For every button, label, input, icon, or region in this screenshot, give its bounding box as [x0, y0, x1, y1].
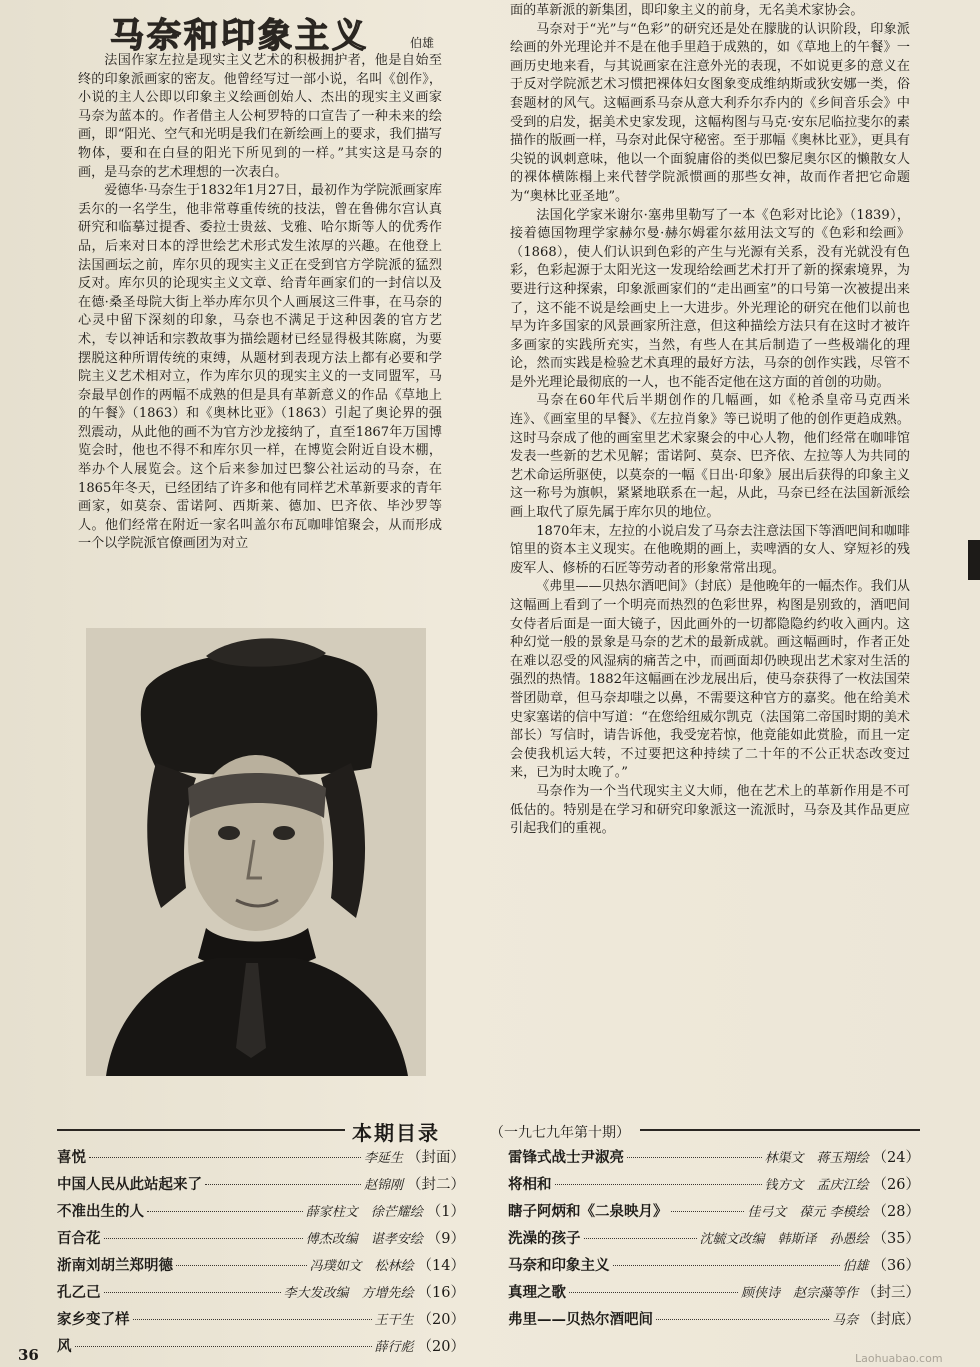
- toc-entry-title: 中国人民从此站起来了: [57, 1176, 202, 1193]
- toc-leader-dots: [555, 1184, 762, 1185]
- toc-entry: [57, 1335, 465, 1356]
- toc-entry-title: 弗里——贝热尔酒吧间: [508, 1311, 653, 1328]
- article-paragraph: 《弗里——贝热尔酒吧间》（封底）是他晚年的一幅杰作。我们从这幅画上看到了一个明亮而热烈的色彩世界，构图是别致的，酒吧间女侍者后面是一面大镜子，因此画外的一切都隐隐约约收入画内。这种幻觉一般的景象是马奈的艺术的最新成就。画这幅画时，作者正处在难以忍受的风湿病的痛苦之中，而画面却仍映现出艺术家对生活的强烈的热情。1882年这幅画在沙龙展出后，使马奈获得了一枚法国荣誉团勋章，但马奈却嗤之以鼻，不需要这种官方的嘉奖。他在给美术史家塞诺的信中写道：“在您给纽威尔凯克（法国第二帝国时期的美术部长）写信时，请告诉他，我受宠若惊，他竟能如此赏脸，而且一定会使我机运大转，不过要把这种持续了二十年的不公正状态改变过来，已为时太晚了。”: [510, 579, 910, 781]
- toc-entry-page: （封面）: [407, 1150, 465, 1166]
- toc-entry-page: （20）: [417, 1312, 465, 1328]
- toc-leader-dots: [671, 1211, 745, 1212]
- toc-leader-dots: [147, 1211, 303, 1212]
- toc-entry: [508, 1254, 920, 1275]
- toc-rule-right: [640, 1129, 920, 1131]
- page-number: 36: [18, 1346, 39, 1364]
- toc-entry-credit: 李延生: [363, 1151, 403, 1166]
- toc-entry: [57, 1254, 465, 1275]
- toc-entry: [57, 1173, 465, 1194]
- toc-entry-page: （9）: [426, 1231, 465, 1247]
- toc-entry-page: （16）: [417, 1285, 465, 1301]
- toc-leader-dots: [627, 1157, 762, 1158]
- article-author: 伯雄: [410, 36, 435, 50]
- site-watermark: Laohuabao.com: [855, 1352, 943, 1365]
- toc-entry-title: 马奈和印象主义: [508, 1257, 610, 1274]
- article-paragraph: 面的革新派的新集团，即印象主义的前身，无名美术家协会。: [510, 3, 864, 18]
- article-title: 马奈和印象主义: [110, 16, 369, 56]
- toc-leader-dots: [569, 1292, 738, 1293]
- portrait-drawing: [86, 628, 426, 1076]
- toc-entry: [508, 1146, 920, 1167]
- toc-heading: 本期目录: [352, 1121, 440, 1145]
- toc-entry: [57, 1281, 465, 1302]
- toc-entry: [508, 1227, 920, 1248]
- article-paragraph: 法国化学家米谢尔·塞弗里勒写了一本《色彩对比论》（1839），接着德国物理学家赫尔曼·赫尔姆霍尔兹用法文写的《色彩和绘画》（1868），使人们认识到色彩的产生与光源有关系，没有光就没有色彩，色彩起源于太阳光这一发现给绘画艺术打开了新的探索境界，为要进行这种探索，印象派画家们的“走出画室”的口号第一次被提出来了，这不能不说是绘画史上一大进步。外光理论的研究在他们以前也早为许多国家的风景画家所注意，但这种描绘方法只有在这时才被许多画家的实践所充实，当然，有些人在其后制造了一些极端化的理论，然而实践是检验艺术真理的最好方法，马奈的创作实践，尽管不是外光理论最彻底的一人，也不能否定他在这方面的首创的功勋。: [510, 207, 910, 390]
- article-paragraph: 1870年末，左拉的小说启发了马奈去注意法国下等酒吧间和咖啡馆里的资本主义现实。在他晚期的画上，卖啤酒的女人、穿短衫的残废军人、修桥的石匠等劳动者的形象常常出现。: [510, 523, 910, 576]
- article-paragraph: 马奈在60年代后半期创作的几幅画，如《枪杀皇帝马克西米连》、《画室里的早餐》、《左拉肖象》等已说明了他的创作更趋成熟。这时马奈成了他的画室里艺术家聚会的中心人物，他们经常在咖啡馆发表一些新的艺术见解；雷诺阿、莫奈、巴齐依、左拉等人为共同的艺术命运所驱使，以莫奈的一幅《日出·印象》展出后获得的印象主义这一称号为旗帜，紧紧地联系在一起，从此，马奈已经在法国新派绘画上取代了原先属于库尔贝的地位。: [510, 393, 910, 521]
- toc-entry-credit: 赵锦刚: [363, 1178, 403, 1193]
- toc-entry-page: （封三）: [862, 1285, 920, 1301]
- toc-entry: [57, 1146, 465, 1167]
- toc-entry-page: （20）: [417, 1339, 465, 1355]
- toc-entry-title: 雷锋式战士尹淑亮: [508, 1149, 624, 1166]
- toc-entry: [508, 1173, 920, 1194]
- toc-entry-credit: 冯璞如文 松林绘: [309, 1259, 414, 1274]
- toc-entry-credit: 傅杰改编 谌孝安绘: [305, 1232, 423, 1247]
- toc-entry-page: （26）: [872, 1177, 920, 1193]
- toc-entry-title: 瞎子阿炳和《二泉映月》: [508, 1203, 668, 1220]
- toc-leader-dots: [104, 1238, 303, 1239]
- edge-tab-mark: [968, 540, 980, 580]
- toc-rule-left: [57, 1129, 345, 1131]
- toc-entry-title: 将相和: [508, 1176, 552, 1193]
- toc-leader-dots: [75, 1346, 372, 1347]
- toc-leader-dots: [176, 1265, 307, 1266]
- toc-issue: （一九七九年第十期）: [490, 1125, 630, 1141]
- toc-leader-dots: [584, 1238, 697, 1239]
- toc-leader-dots: [133, 1319, 372, 1320]
- toc-leader-dots: [89, 1157, 361, 1158]
- toc-entry-credit: 林渠文 蒋玉翔绘: [764, 1151, 869, 1166]
- toc-entry-page: （封二）: [407, 1177, 465, 1193]
- toc-entry-credit: 沈毓文改编 韩斯译 孙愚绘: [699, 1232, 869, 1247]
- toc-entry-credit: 佳弓文 葆元 李模绘: [747, 1205, 869, 1220]
- toc-entry: [508, 1200, 920, 1221]
- toc-entry-credit: 李大发改编 方增先绘: [283, 1286, 414, 1301]
- toc-entry-credit: 顾侠诗 赵宗藻等作: [740, 1286, 858, 1301]
- toc-entry-credit: 薛家柱文 徐芒耀绘: [305, 1205, 423, 1220]
- toc-entry-credit: 伯雄: [842, 1259, 869, 1274]
- toc-entry-title: 喜悦: [57, 1149, 86, 1166]
- toc-left-list: [57, 1146, 465, 1366]
- toc-right-list: [508, 1146, 920, 1366]
- toc-entry-page: （35）: [872, 1231, 920, 1247]
- toc-leader-dots: [613, 1265, 840, 1266]
- toc-leader-dots: [104, 1292, 281, 1293]
- toc-entry-page: （封底）: [862, 1312, 920, 1328]
- toc-entry-credit: 王干生: [374, 1313, 414, 1328]
- toc-entry-title: 家乡变了样: [57, 1311, 130, 1328]
- toc-entry-page: （1）: [426, 1204, 465, 1220]
- toc-entry-title: 百合花: [57, 1230, 101, 1247]
- article-paragraph: 马奈作为一个当代现实主义大师，他在艺术上的革新作用是不可低估的。特别是在学习和研究印象派这一流派时，马奈及其作品更应引起我们的重视。: [510, 783, 910, 837]
- toc-leader-dots: [656, 1319, 829, 1320]
- toc-entry-page: （14）: [417, 1258, 465, 1274]
- toc-entry-page: （28）: [872, 1204, 920, 1220]
- article-right-column: [510, 2, 910, 1088]
- article-paragraph: 法国作家左拉是现实主义艺术的积极拥护者，他是自始至终的印象派画家的密友。他曾经写过一部小说，名叫《创作》，小说的主人公即以印象主义绘画创始人、杰出的现实主义画家马奈为蓝本的。作者借主人公柯罗特的口宣告了一种未来的绘画，即“阳光、空气和光明是我们在新绘画上的要求，我们描写物体，要和在白昼的阳光下所见到的一样。”其实这是马奈的画，是马奈的艺术理想的一次表白。: [78, 53, 442, 180]
- article-left-column: [78, 52, 442, 622]
- toc-entry-title: 不准出生的人: [57, 1203, 144, 1220]
- toc-entry: [508, 1308, 920, 1329]
- toc-entry: [57, 1308, 465, 1329]
- toc-entry: [57, 1227, 465, 1248]
- toc-entry-credit: 钱方文 孟庆江绘: [764, 1178, 869, 1193]
- article-paragraph: 爱德华·马奈生于1832年1月27日，最初作为学院派画家库丢尔的一名学生，他非常尊重传统的技法，曾在鲁佛尔宫认真研究和临摹过提香、委拉士贵兹、戈雅、哈尔斯等人的优秀作品，后来对日本的浮世绘艺术形式发生浓厚的兴趣。在他登上法国画坛之前，库尔贝的现实主义正在受到官方学院派的猛烈反对。库尔贝的论现实主义文章、给青年画家们的一封信以及在德·桑圣母院大街上举办库尔贝个人画展这三件事，在马奈的心灵中留下深刻的印象，马奈也不满足于这种因袭的官方艺术，专以神话和宗教故事为描绘题材已经显得极其陈腐，为要摆脱这种所谓传统的束缚，从题材到表现方法上都有必要和学院主义艺术相对立，作为库尔贝的现实主义的一支同盟军，马奈最早创作的两幅不成熟的但是具有革新意义的作品《草地上的午餐》（1863）和《奥林比亚》（1863）引起了奥论界的强烈震动，从此他的画不为官方沙龙接纳了，直至1867年万国博览会时，他也不得不和库尔贝一样，在博览会附近自设木棚，举办个人展览会。这个后来参加过巴黎公社运动的马奈，在1865年冬天，已经团结了许多和他有同样艺术革新要求的青年画家，如莫奈、雷诺阿、西斯莱、德加、巴齐依、毕沙罗等人。他们经常在附近一家名叫盖尔布瓦咖啡馆聚会，从而形成一个以学院派官僚画团为对立: [78, 183, 442, 552]
- toc-entry-credit: 薛行彪: [374, 1340, 414, 1355]
- article-paragraph: 马奈对于“光”与“色彩”的研究还是处在朦胧的认识阶段，印象派绘画的外光理论并不是在他手里趋于成熟的，如《草地上的午餐》一画历史地来看，与其说画家在注意外光的表现，不如说更多的意义在于反对学院派艺术习惯把裸体妇女图象变成维纳斯或狄安娜一类，俗套题材的风气。这幅画系马奈从意大利乔尔乔内的《乡间音乐会》中受到的启发，据美术史家发现，这幅构图与马克·安东尼临拉斐尔的素描作的版画一样，马奈对此保守秘密。至于那幅《奥林比亚》，更具有尖锐的讽刺意味，他以一个面貌庸俗的类似巴黎尼奥尔区的懒散女人的裸体横陈榻上来代替学院派惯画的那些女神，故而作者把它命题为“奥林比亚圣地”。: [510, 21, 910, 204]
- toc-entry-page: （24）: [872, 1150, 920, 1166]
- toc-entry-credit: 马奈: [831, 1313, 858, 1328]
- toc-entry-title: 洗澡的孩子: [508, 1230, 581, 1247]
- toc-entry: [508, 1281, 920, 1302]
- toc-entry: [57, 1200, 465, 1221]
- toc-entry-title: 风: [57, 1338, 72, 1355]
- toc-entry-title: 真理之歌: [508, 1284, 566, 1301]
- toc-entry-page: （36）: [872, 1258, 920, 1274]
- toc-leader-dots: [205, 1184, 361, 1185]
- toc-entry-title: 浙南刘胡兰郑明德: [57, 1257, 173, 1274]
- portrait-illustration: [86, 628, 426, 1076]
- toc-entry-title: 孔乙己: [57, 1284, 101, 1301]
